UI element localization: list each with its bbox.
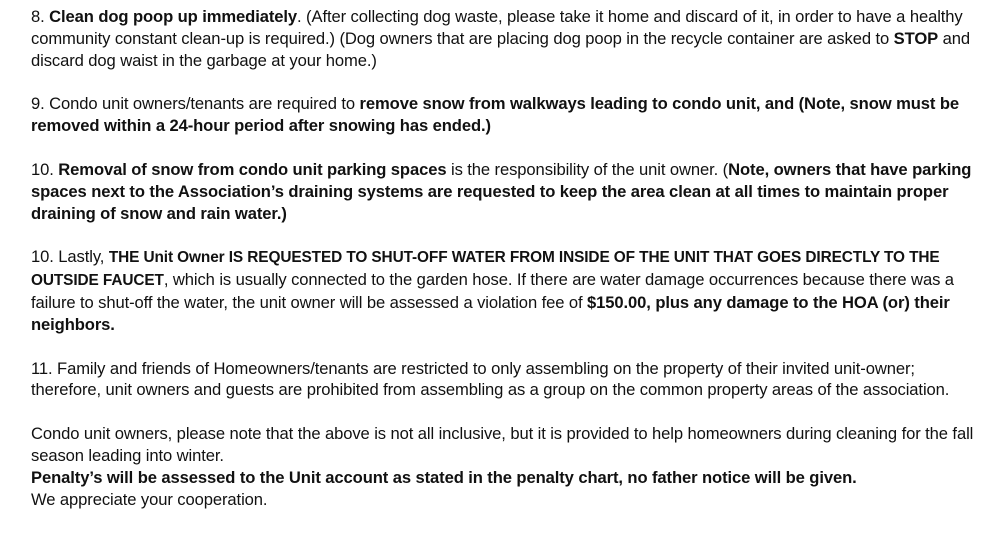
rule-9-paragraph <box>31 93 974 137</box>
rule-10-water-number: 10. Lastly, <box>31 247 109 267</box>
rule-10-snow-note: Note, owners that have parking spaces next to the Association’s draining systems are requested to keep the area clean at all times to maintain proper draining of snow and rain water.) <box>31 159 972 223</box>
rule-10-water-fee: $150.00, plus any damage to the HOA (or) their neighbors. <box>31 292 950 334</box>
rule-10-snow-heading: Removal of snow from condo unit parking spaces <box>58 159 447 179</box>
rule-9-text: 9. Condo unit owners/tenants are required to <box>31 94 360 114</box>
rule-10-water-paragraph <box>31 246 974 335</box>
closing-note <box>31 423 974 510</box>
closing-note-text: Condo unit owners, please note that the above is not all inclusive, but it is provided to help homeowners during cleaning for the fall season leading into winter. <box>31 424 974 465</box>
rule-10-snow-paragraph <box>31 159 974 224</box>
rule-11-paragraph <box>31 358 974 402</box>
rule-8-stop: STOP <box>893 28 939 48</box>
rule-8-heading: Clean dog poop up immediately <box>49 7 298 26</box>
rule-10-water-requirement: THE Unit Owner IS REQUESTED TO SHUT-OFF WATER FROM INSIDE OF THE UNIT THAT GOES DIRECTLY TO THE OUTSIDE FAUCET <box>31 249 940 290</box>
rule-10-water-text: , which is usually connected to the garden hose. If there are water damage occurrences because there was a failure to shut-off the water, the unit owner will be assessed a violation fee of <box>31 270 954 312</box>
rule-10-snow-number: 10. <box>31 159 59 179</box>
rule-11-text: 11. Family and friends of Homeowners/tenants are restricted to only assembling on the property of their invited unit-owner; therefore, unit owners and guests are prohibited from assembling as a group on the common property areas of the association. <box>31 358 950 400</box>
rule-10-snow-text: is the responsibility of the unit owner. ( <box>446 159 729 179</box>
rule-8-number: 8. <box>31 7 50 26</box>
rule-8-paragraph <box>31 6 974 71</box>
rule-9-emphasis: remove snow from walkways leading to condo unit, and (Note, snow must be removed within a 24-hour period after snowing has ended.) <box>31 94 959 136</box>
thanks-statement: We appreciate your cooperation. <box>31 489 268 509</box>
penalty-statement: Penalty’s will be assessed to the Unit account as stated in the penalty chart, no father notice will be given. <box>31 467 857 487</box>
rule-8-text: . (After collecting dog waste, please take it home and discard of it, in order to have a healthy community constant clean-up is required.) (Dog owners that are placing dog poop in the recycle container are asked to <box>31 7 963 48</box>
rule-8-text-end: and discard dog waist in the garbage at your home.) <box>31 28 971 70</box>
